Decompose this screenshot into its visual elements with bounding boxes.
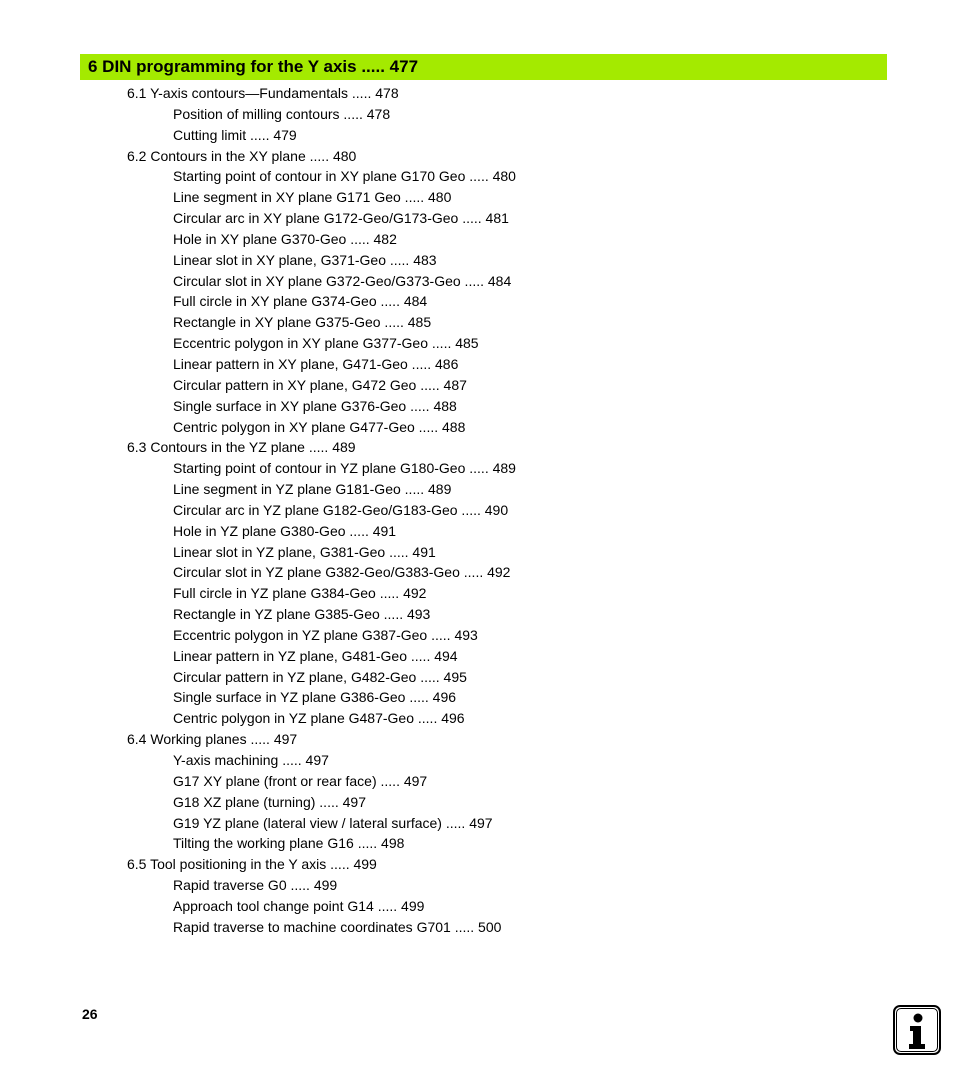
toc-subsection-entry[interactable]: Circular arc in YZ plane G182-Geo/G183-Geo ..... 490 — [173, 501, 509, 518]
toc-subsection-entry[interactable]: Linear slot in YZ plane, G381-Geo ..... 491 — [173, 543, 436, 560]
toc-subsection-entry[interactable]: Full circle in YZ plane G384-Geo ..... 492 — [173, 585, 427, 602]
toc-subsection-entry[interactable]: Hole in XY plane G370-Geo ..... 482 — [173, 230, 397, 247]
toc-subsection-entry[interactable]: Rectangle in YZ plane G385-Geo ..... 493 — [173, 606, 431, 623]
toc-subsection-entry[interactable]: Hole in YZ plane G380-Geo ..... 491 — [173, 522, 397, 539]
toc-subsection-entry[interactable]: Linear slot in XY plane, G371-Geo ..... 483 — [173, 251, 437, 268]
toc-subsection-entry[interactable]: Single surface in XY plane G376-Geo ..... 488 — [173, 397, 457, 414]
toc-subsection-entry[interactable]: Full circle in XY plane G374-Geo ..... 484 — [173, 293, 428, 310]
toc-subsection-entry[interactable]: Centric polygon in YZ plane G487-Geo ..... 496 — [173, 710, 465, 727]
toc-subsection-entry[interactable]: Cutting limit ..... 479 — [173, 126, 297, 143]
toc-subsection-entry[interactable]: Linear pattern in XY plane, G471-Geo ..... 486 — [173, 355, 459, 372]
table-of-contents — [0, 83, 954, 938]
toc-subsection-entry[interactable]: Starting point of contour in XY plane G170 Geo ..... 480 — [173, 168, 516, 185]
toc-subsection-entry[interactable]: Starting point of contour in YZ plane G180-Geo ..... 489 — [173, 460, 516, 477]
info-icon — [893, 1005, 941, 1055]
toc-subsection-entry[interactable]: Single surface in YZ plane G386-Geo ..... 496 — [173, 689, 457, 706]
chapter-title[interactable]: 6 DIN programming for the Y axis ..... 477 — [88, 57, 419, 76]
toc-subsection-entry[interactable]: Line segment in XY plane G171 Geo ..... 480 — [173, 189, 452, 206]
toc-subsection-entry[interactable]: G18 XZ plane (turning) ..... 497 — [173, 793, 366, 810]
toc-subsection-entry[interactable]: Centric polygon in XY plane G477-Geo ..... 488 — [173, 418, 466, 435]
toc-subsection-entry[interactable]: Eccentric polygon in YZ plane G387-Geo ..... 493 — [173, 626, 478, 643]
toc-subsection-entry[interactable]: Circular arc in XY plane G172-Geo/G173-Geo ..... 481 — [173, 210, 509, 227]
toc-subsection-entry[interactable]: Linear pattern in YZ plane, G481-Geo ..... 494 — [173, 647, 458, 664]
toc-subsection-entry[interactable]: Rectangle in XY plane G375-Geo ..... 485 — [173, 314, 432, 331]
toc-subsection-entry[interactable]: Eccentric polygon in XY plane G377-Geo ..... 485 — [173, 335, 479, 352]
toc-subsection-entry[interactable]: Line segment in YZ plane G181-Geo ..... 489 — [173, 481, 452, 498]
toc-subsection-entry[interactable]: Tilting the working plane G16 ..... 498 — [173, 835, 405, 852]
toc-subsection-entry[interactable]: G19 YZ plane (lateral view / lateral surface) ..... 497 — [173, 814, 493, 831]
toc-section-entry[interactable]: 6.5 Tool positioning in the Y axis ..... 499 — [127, 856, 377, 873]
toc-subsection-entry[interactable]: Rapid traverse G0 ..... 499 — [173, 877, 338, 894]
toc-subsection-entry[interactable]: G17 XY plane (front or rear face) ..... 497 — [173, 772, 428, 789]
toc-subsection-entry[interactable]: Circular pattern in YZ plane, G482-Geo ..... 495 — [173, 668, 467, 685]
page-number: 26 — [82, 1006, 98, 1022]
toc-subsection-entry[interactable]: Circular pattern in XY plane, G472 Geo ..... 487 — [173, 376, 467, 393]
toc-subsection-entry[interactable]: Circular slot in YZ plane G382-Geo/G383-Geo ..... 492 — [173, 564, 511, 581]
chapter-header-bar — [80, 54, 887, 80]
toc-subsection-entry[interactable]: Rapid traverse to machine coordinates G701 ..... 500 — [173, 918, 502, 935]
toc-subsection-entry[interactable]: Circular slot in XY plane G372-Geo/G373-Geo ..... 484 — [173, 272, 512, 289]
toc-subsection-entry[interactable]: Position of milling contours ..... 478 — [173, 105, 391, 122]
toc-section-entry[interactable]: 6.4 Working planes ..... 497 — [127, 731, 298, 748]
toc-subsection-entry[interactable]: Y-axis machining ..... 497 — [173, 752, 329, 768]
toc-subsection-entry[interactable]: Approach tool change point G14 ..... 499 — [173, 897, 425, 914]
toc-section-entry[interactable]: 6.3 Contours in the YZ plane ..... 489 — [127, 439, 356, 456]
toc-section-entry[interactable]: 6.2 Contours in the XY plane ..... 480 — [127, 147, 357, 164]
toc-section-entry[interactable]: 6.1 Y-axis contours—Fundamentals ..... 478 — [127, 85, 399, 101]
